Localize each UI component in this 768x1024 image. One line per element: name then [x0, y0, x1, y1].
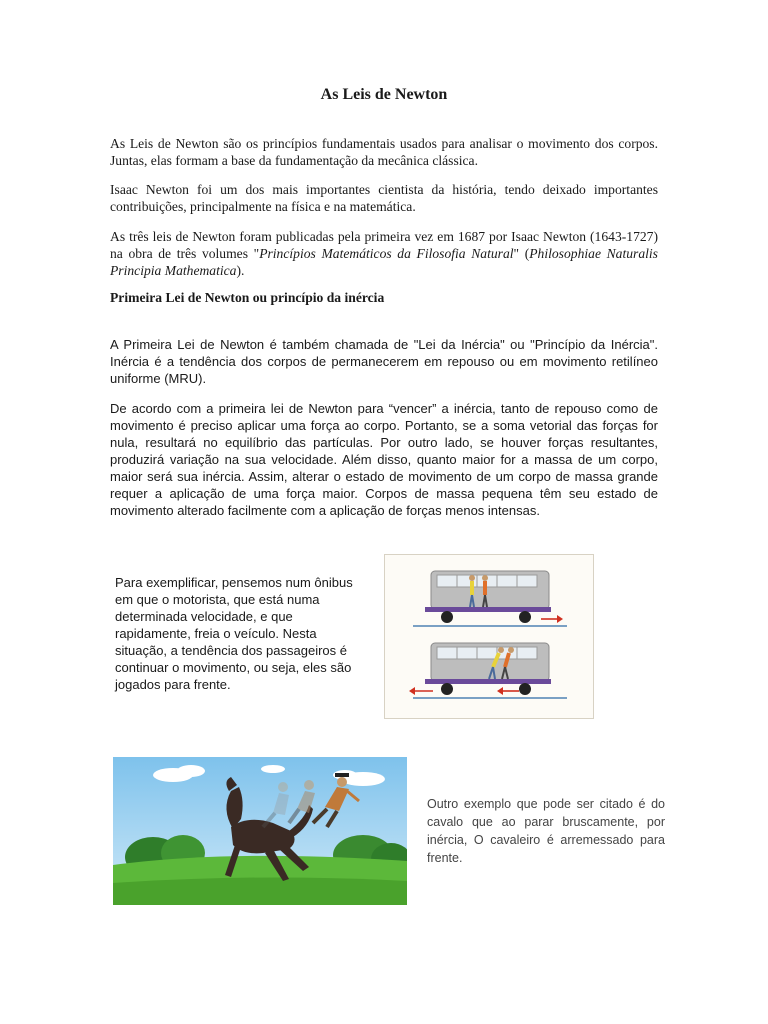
- publication-text-3: ).: [236, 263, 245, 278]
- publication-text-2: " (: [513, 246, 530, 261]
- bus-inertia-illustration: [384, 554, 594, 719]
- newton-paragraph: Isaac Newton foi um dos mais importantes cientista da história, tendo deixado importantes contribuições, principalmente na física e na matemática.: [110, 182, 658, 214]
- bus-moving: [413, 571, 567, 626]
- book-title-latin: Philosophiae Naturalis Principia Mathematica: [110, 246, 658, 278]
- book-title-portuguese: Princípios Matemáticos da Filosofia Natural: [259, 246, 514, 261]
- bus-example-text: Para exemplificar, pensemos num ônibus em que o motorista, que está numa determinada velocidade, e que rapidamente, freia o veículo. Nesta situação, a tendência dos passageiros é continuar o movimento, ou seja, eles são jogados para frente.: [115, 575, 353, 692]
- intro-paragraph: As Leis de Newton são os princípios fundamentais usados para analisar o movimento dos corpos. Juntas, elas formam a base da fundamentação da mecânica clássica.: [110, 136, 658, 168]
- horse-scene: [113, 757, 407, 905]
- horse-example-text: Outro exemplo que pode ser citado é do cavalo que ao parar bruscamente, por inércia, O cavaleiro é arremessado para frente.: [427, 797, 665, 865]
- first-law-paragraph: De acordo com a primeira lei de Newton para “vencer” a inércia, tanto de repouso como de movimento é preciso aplicar uma força ao corpo. Portanto, se a soma vetorial das forças for nula, resultará no equilíbrio das partículas. Por outro lado, se houver forças resultantes, produzirá variação na sua velocidade. Além disso, quanto maior for a massa de um corpo, maior será sua inércia. Assim, alterar o estado de movimento de um corpo de massa grande requer a aplicação de uma força maior. Corpos de massa pequena têm seu estado de movimento alterado facilmente com a aplicação de forças menos intensas.: [110, 401, 658, 518]
- horse-rider-illustration: [113, 757, 407, 905]
- publication-paragraph: [110, 228, 658, 279]
- publication-text-1: As três leis de Newton foram publicadas pela primeira vez em 1687 por Isaac Newton (1643-1727) na obra de três volumes ": [110, 229, 658, 261]
- bus-braking: [409, 643, 567, 698]
- inertia-definition-paragraph: A Primeira Lei de Newton é também chamada de "Lei da Inércia" ou "Princípio da Inércia". Inércia é a tendência dos corpos de permanecerem em repouso ou em movimento retilíneo uniforme (MRU).: [110, 337, 658, 386]
- arrow-left-icon-2: [497, 687, 519, 695]
- section-heading: Primeira Lei de Newton ou princípio da inércia: [110, 290, 385, 305]
- bus-diagram: [385, 555, 593, 718]
- arrow-right-icon: [541, 615, 563, 623]
- arrow-left-icon: [409, 687, 433, 695]
- grass-foreground: [113, 877, 407, 905]
- page-title: As Leis de Newton: [320, 86, 448, 103]
